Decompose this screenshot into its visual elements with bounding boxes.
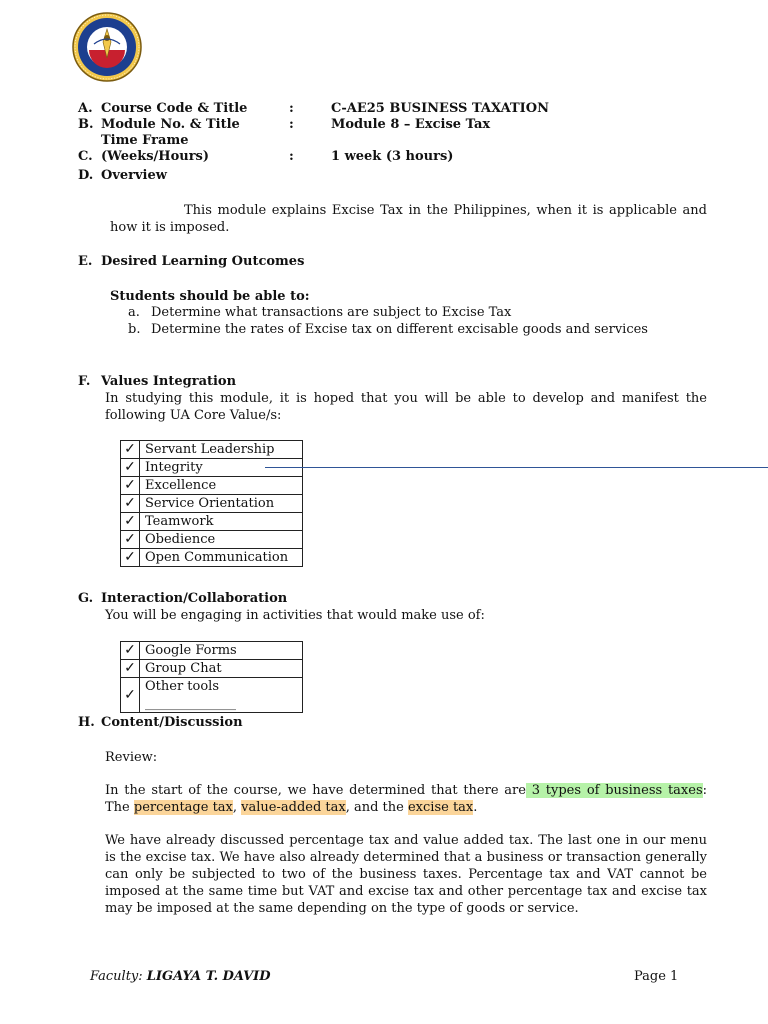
table-row: [121, 495, 303, 513]
university-seal-logo: [72, 12, 142, 82]
text-run: : The: [105, 783, 708, 815]
section-heading-interaction: [78, 591, 287, 607]
row-label: Time Frame (Weeks/Hours): [101, 133, 210, 164]
outcomes-intro: Students should be able to:: [110, 289, 310, 304]
table-row: [121, 642, 303, 660]
value-cell: Teamwork: [140, 513, 303, 531]
section-heading-content: [78, 715, 243, 731]
list-item: [128, 305, 648, 322]
list-item: [128, 322, 648, 339]
text-run: .: [473, 800, 478, 815]
check-icon: ✓: [121, 642, 140, 660]
table-row: [121, 477, 303, 495]
section-letter: D.: [78, 168, 94, 183]
check-icon: ✓: [121, 549, 140, 567]
table-row: [121, 678, 303, 713]
footer-faculty: [90, 969, 271, 984]
faculty-name: LIGAYA T. DAVID: [146, 969, 271, 984]
check-icon: ✓: [121, 477, 140, 495]
faculty-label: Faculty:: [90, 969, 147, 984]
value-cell: Integrity: [140, 459, 303, 477]
module-row: [78, 117, 490, 133]
section-heading-overview: [78, 168, 167, 184]
row-colon: :: [289, 149, 294, 164]
section-title: Overview: [101, 168, 167, 183]
value-cell: Servant Leadership: [140, 441, 303, 459]
value-cell: Obedience: [140, 531, 303, 549]
check-icon: ✓: [121, 495, 140, 513]
section-title: Values Integration: [101, 374, 237, 389]
row-letter: B.: [78, 117, 94, 132]
discussion-paragraph: We have already discussed percentage tax and value added tax. The last one in our menu is the excise tax. We have also already determined that a business or transaction generally can only be subjected to two of the business taxes. Percentage tax and VAT cannot be imposed at the same time but VAT and excise tax and other percentage tax and excise tax may be imposed at the same depending on the type of goods or service.: [105, 833, 707, 916]
overview-text: This module explains Excise Tax in the Philippines, when it is applicable and how it is imposed.: [110, 203, 707, 235]
course-code-row: [78, 101, 549, 117]
section-title: Interaction/Collaboration: [101, 591, 288, 606]
value-cell: Service Orientation: [140, 495, 303, 513]
highlight-excise-tax: excise tax: [407, 800, 474, 815]
section-letter: H.: [78, 715, 95, 730]
section-heading-outcomes: [78, 254, 304, 270]
row-letter: C.: [78, 149, 93, 164]
row-value: C-AE25 BUSINESS TAXATION: [331, 101, 549, 116]
row-label: Module No. & Title: [101, 117, 240, 132]
row-value: 1 week (3 hours): [331, 149, 454, 164]
core-values-table: [120, 440, 303, 567]
section-title: Content/Discussion: [101, 715, 243, 730]
outcomes-list: [128, 305, 648, 338]
section-letter: F.: [78, 374, 91, 389]
time-frame-row: [78, 133, 453, 165]
review-label: Review:: [105, 750, 158, 765]
check-icon: ✓: [121, 513, 140, 531]
tool-cell: Other tools ______________: [140, 678, 303, 713]
annotation-line: [265, 467, 768, 468]
highlight-value-added-tax: value-added tax: [241, 800, 346, 815]
text-run: , and the: [345, 800, 408, 815]
highlight-business-taxes: 3 types of business taxes: [525, 783, 703, 798]
value-cell: Excellence: [140, 477, 303, 495]
row-value: Module 8 – Excise Tax: [331, 117, 491, 132]
row-label: Course Code & Title: [101, 101, 248, 116]
section-title: Desired Learning Outcomes: [101, 254, 305, 269]
section-letter: G.: [78, 591, 94, 606]
check-icon: ✓: [121, 660, 140, 678]
list-text: Determine what transactions are subject to Excise Tax: [151, 305, 512, 320]
tools-table: [120, 641, 303, 713]
tool-cell: Google Forms: [140, 642, 303, 660]
values-text: In studying this module, it is hoped that you will be able to develop and manifest the following UA Core Value/s:: [105, 391, 707, 423]
list-text: Determine the rates of Excise tax on different excisable goods and services: [151, 321, 648, 337]
table-row: [121, 441, 303, 459]
table-row: [121, 660, 303, 678]
section-heading-values: [78, 374, 236, 390]
interaction-text: You will be engaging in activities that would make use of:: [105, 608, 485, 623]
table-row: [121, 513, 303, 531]
check-icon: ✓: [121, 678, 140, 713]
row-letter: A.: [78, 101, 93, 116]
page-number: Page 1: [634, 969, 679, 984]
tool-cell: Group Chat: [140, 660, 303, 678]
check-icon: ✓: [121, 459, 140, 477]
section-letter: E.: [78, 254, 93, 269]
text-run: In the start of the course, we have determined that there are: [105, 783, 526, 798]
check-icon: ✓: [121, 441, 140, 459]
list-marker: b.: [128, 321, 141, 337]
text-run: ,: [232, 800, 242, 815]
row-colon: :: [289, 117, 294, 132]
table-row: [121, 549, 303, 567]
table-row: [121, 531, 303, 549]
review-paragraph: [105, 782, 707, 816]
list-marker: a.: [128, 305, 140, 320]
value-cell: Open Communication: [140, 549, 303, 567]
check-icon: ✓: [121, 531, 140, 549]
highlight-percentage-tax: percentage tax: [133, 800, 233, 815]
row-colon: :: [289, 101, 294, 116]
